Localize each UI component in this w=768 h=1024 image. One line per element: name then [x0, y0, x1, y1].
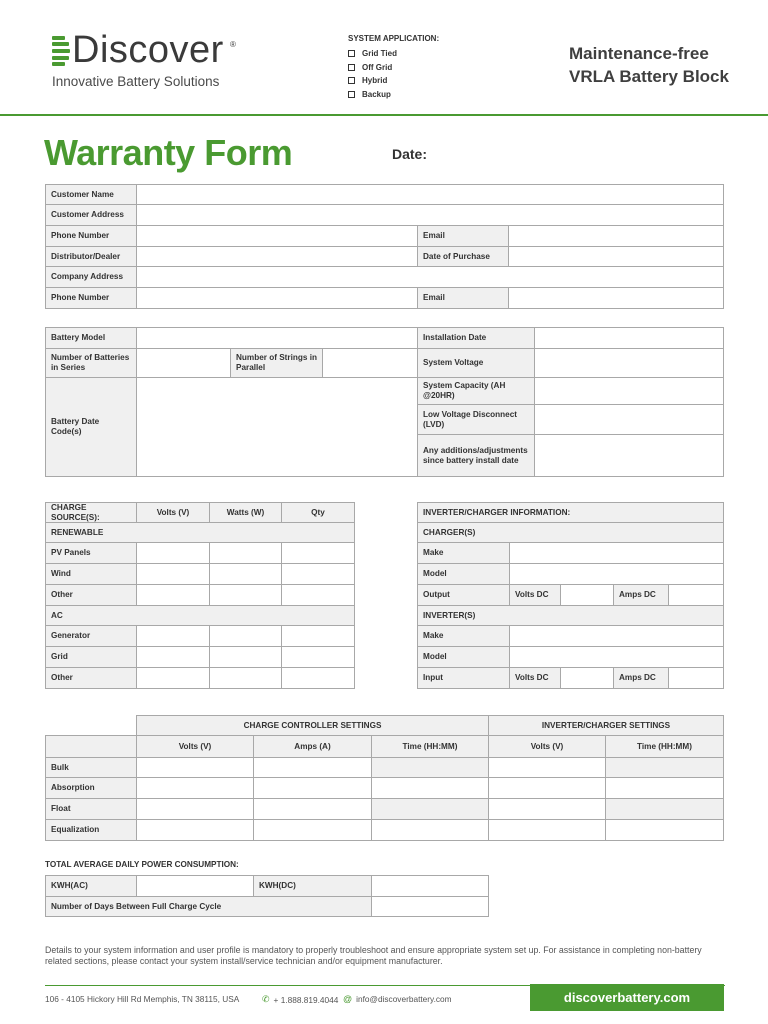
brand-name: Discover [72, 29, 224, 71]
equalization-cc-amps-field[interactable] [253, 819, 372, 841]
absorption-label: Absorption [45, 777, 137, 799]
equalization-cc-time-field[interactable] [371, 819, 489, 841]
product-title-line2: VRLA Battery Block [569, 67, 729, 86]
product-title [569, 42, 729, 88]
num-batteries-series-label: Number of Batteries in Series [45, 348, 137, 378]
page-title: Warranty Form [44, 132, 293, 173]
volts-column-header: Volts (V) [136, 502, 210, 523]
customer-address-field[interactable] [136, 204, 724, 226]
battery-model-field[interactable] [136, 327, 418, 349]
renewable-other-watts-field[interactable] [209, 584, 282, 606]
ac-other-watts-field[interactable] [209, 667, 282, 689]
float-cc-time-field[interactable] [371, 798, 489, 820]
grid-label: Grid [45, 646, 137, 668]
charger-amps-dc-label: Amps DC [613, 584, 669, 606]
charger-make-field[interactable] [509, 542, 724, 564]
footer-email-text[interactable]: info@discoverbattery.com [356, 994, 452, 1004]
days-between-field[interactable] [371, 896, 489, 917]
float-cc-volts-field[interactable] [136, 798, 254, 820]
footer-email[interactable] [343, 994, 452, 1004]
lvd-field[interactable] [534, 404, 724, 435]
grid-qty-field[interactable] [281, 646, 355, 668]
grid-volts-field[interactable] [136, 646, 210, 668]
inverters-section-header: INVERTER(S) [417, 605, 724, 626]
wind-qty-field[interactable] [281, 563, 355, 585]
bulk-ic-volts-field[interactable] [488, 757, 606, 778]
option-label: Off Grid [362, 62, 393, 72]
ac-other-qty-field[interactable] [281, 667, 355, 689]
system-voltage-field[interactable] [534, 348, 724, 378]
website-badge[interactable]: discoverbattery.com [530, 984, 724, 1011]
system-application-option[interactable] [348, 74, 397, 88]
bulk-cc-volts-field[interactable] [136, 757, 254, 778]
chargers-section-header: CHARGER(S) [417, 522, 724, 543]
inverter-volts-dc-field[interactable] [560, 667, 614, 689]
grid-watts-field[interactable] [209, 646, 282, 668]
phone-number-field[interactable] [136, 225, 418, 247]
battery-model-label: Battery Model [45, 327, 137, 349]
absorption-ic-volts-field[interactable] [488, 777, 606, 799]
phone-number-2-label: Phone Number [45, 287, 137, 309]
system-voltage-label: System Voltage [417, 348, 535, 378]
kwh-dc-label: KWH(DC) [253, 875, 372, 897]
float-cc-amps-field[interactable] [253, 798, 372, 820]
inverter-make-field[interactable] [509, 625, 724, 647]
wind-volts-field[interactable] [136, 563, 210, 585]
customer-name-field[interactable] [136, 184, 724, 205]
system-application-option[interactable] [348, 61, 397, 75]
additions-field[interactable] [534, 434, 724, 477]
inverter-volts-dc-label: Volts DC [509, 667, 561, 689]
bulk-cc-amps-field[interactable] [253, 757, 372, 778]
checkbox-icon[interactable] [348, 77, 355, 84]
brand-tagline: Innovative Battery Solutions [52, 74, 220, 89]
equalization-cc-volts-field[interactable] [136, 819, 254, 841]
footer-note: Details to your system information and user profile is mandatory to properly troubleshoot and ensure appropriate system set up. For assistance in completing non-battery related sections, please contact your system install/service technician and/or equipment manufacturer. [45, 945, 702, 966]
wind-label: Wind [45, 563, 137, 585]
inverter-make-label: Make [417, 625, 510, 647]
pv-panels-qty-field[interactable] [281, 542, 355, 564]
bulk-label: Bulk [45, 757, 137, 778]
installation-date-field[interactable] [534, 327, 724, 349]
qty-column-header: Qty [281, 502, 355, 523]
num-strings-parallel-field[interactable] [322, 348, 418, 378]
customer-name-label: Customer Name [45, 184, 137, 205]
system-application-option[interactable] [348, 88, 397, 102]
inverter-amps-dc-label: Amps DC [613, 667, 669, 689]
absorption-cc-amps-field[interactable] [253, 777, 372, 799]
company-address-label: Company Address [45, 266, 137, 288]
ic-time-column-header: Time (HH:MM) [605, 735, 724, 758]
absorption-cc-time-field[interactable] [371, 777, 489, 799]
cc-time-column-header: Time (HH:MM) [371, 735, 489, 758]
option-label: Grid Tied [362, 49, 397, 59]
generator-qty-field[interactable] [281, 625, 355, 647]
phone-number-label: Phone Number [45, 225, 137, 247]
discover-logo-icon [52, 36, 70, 66]
customer-address-label: Customer Address [45, 204, 137, 226]
watts-column-header: Watts (W) [209, 502, 282, 523]
generator-watts-field[interactable] [209, 625, 282, 647]
bulk-cc-time-field[interactable] [371, 757, 489, 778]
inverter-model-label: Model [417, 646, 510, 668]
num-batteries-series-field[interactable] [136, 348, 231, 378]
generator-label: Generator [45, 625, 137, 647]
bulk-ic-time-field[interactable] [605, 757, 724, 778]
battery-date-codes-label: Battery Date Code(s) [45, 377, 137, 477]
email-label: Email [417, 225, 509, 247]
ac-other-volts-field[interactable] [136, 667, 210, 689]
charger-make-label: Make [417, 542, 510, 564]
system-capacity-label: System Capacity (AH @20HR) [417, 377, 535, 405]
kwh-ac-field[interactable] [136, 875, 254, 897]
at-icon: @ [343, 994, 353, 1004]
company-address-field[interactable] [136, 266, 724, 288]
additions-label: Any additions/adjustments since battery install date [417, 434, 535, 477]
email-field[interactable] [508, 225, 724, 247]
renewable-other-volts-field[interactable] [136, 584, 210, 606]
footer-address: 106 - 4105 Hickory Hill Rd Memphis, TN 38115, USA [45, 994, 240, 1004]
consumption-title: TOTAL AVERAGE DAILY POWER CONSUMPTION: [45, 860, 239, 869]
ic-volts-column-header: Volts (V) [488, 735, 606, 758]
checkbox-icon[interactable] [348, 50, 355, 57]
checkbox-icon[interactable] [348, 91, 355, 98]
footer-phone-text: + 1.888.819.4044 [273, 994, 339, 1005]
generator-volts-field[interactable] [136, 625, 210, 647]
pv-panels-watts-field[interactable] [209, 542, 282, 564]
cc-amps-column-header: Amps (A) [253, 735, 372, 758]
installation-date-label: Installation Date [417, 327, 535, 349]
phone-icon: ✆ [262, 994, 270, 1004]
distributor-label: Distributor/Dealer [45, 246, 137, 267]
renewable-other-qty-field[interactable] [281, 584, 355, 606]
charger-model-label: Model [417, 563, 510, 585]
equalization-label: Equalization [45, 819, 137, 841]
charge-controller-settings-header: CHARGE CONTROLLER SETTINGS [136, 715, 489, 736]
equalization-ic-time-field[interactable] [605, 819, 724, 841]
renewable-section-header: RENEWABLE [45, 522, 355, 543]
lvd-label: Low Voltage Disconnect (LVD) [417, 404, 535, 435]
pv-panels-volts-field[interactable] [136, 542, 210, 564]
charge-sources-header: CHARGE SOURCE(S): [45, 502, 137, 523]
settings-corner-cell [45, 735, 137, 758]
brand-registered-mark: ® [230, 40, 236, 49]
inverter-charger-settings-header: INVERTER/CHARGER SETTINGS [488, 715, 724, 736]
date-of-purchase-label: Date of Purchase [417, 246, 509, 267]
charger-model-field[interactable] [509, 563, 724, 585]
email-2-field[interactable] [508, 287, 724, 309]
float-ic-volts-field[interactable] [488, 798, 606, 820]
header-divider [0, 114, 768, 116]
email-2-label: Email [417, 287, 509, 309]
battery-date-codes-field[interactable] [136, 377, 418, 477]
date-of-purchase-field[interactable] [508, 246, 724, 267]
float-label: Float [45, 798, 137, 820]
checkbox-icon[interactable] [348, 64, 355, 71]
inverter-input-label: Input [417, 667, 510, 689]
footer-phone [262, 994, 338, 1005]
inverter-amps-dc-field[interactable] [668, 667, 724, 689]
charger-output-label: Output [417, 584, 510, 606]
pv-panels-label: PV Panels [45, 542, 137, 564]
charger-volts-dc-field[interactable] [560, 584, 614, 606]
ac-section-header: AC [45, 605, 355, 626]
option-label: Backup [362, 90, 391, 100]
charger-volts-dc-label: Volts DC [509, 584, 561, 606]
charger-amps-dc-field[interactable] [668, 584, 724, 606]
ac-other-label: Other [45, 667, 137, 689]
phone-number-2-field[interactable] [136, 287, 418, 309]
float-ic-time-field[interactable] [605, 798, 724, 820]
equalization-ic-volts-field[interactable] [488, 819, 606, 841]
option-label: Hybrid [362, 76, 388, 86]
inverter-model-field[interactable] [509, 646, 724, 668]
num-strings-parallel-label: Number of Strings in Parallel [230, 348, 323, 378]
date-label: Date: [392, 146, 428, 162]
kwh-ac-label: KWH(AC) [45, 875, 137, 897]
inverter-info-title: INVERTER/CHARGER INFORMATION: [417, 502, 724, 523]
system-application-option[interactable] [348, 47, 397, 61]
absorption-ic-time-field[interactable] [605, 777, 724, 799]
renewable-other-label: Other [45, 584, 137, 606]
kwh-dc-field[interactable] [371, 875, 489, 897]
product-title-line1: Maintenance-free [569, 44, 709, 63]
days-between-label: Number of Days Between Full Charge Cycle [45, 896, 372, 917]
wind-watts-field[interactable] [209, 563, 282, 585]
system-application-title: SYSTEM APPLICATION: [348, 34, 440, 43]
cc-volts-column-header: Volts (V) [136, 735, 254, 758]
system-application-options [348, 47, 397, 101]
distributor-field[interactable] [136, 246, 418, 267]
system-capacity-field[interactable] [534, 377, 724, 405]
absorption-cc-volts-field[interactable] [136, 777, 254, 799]
